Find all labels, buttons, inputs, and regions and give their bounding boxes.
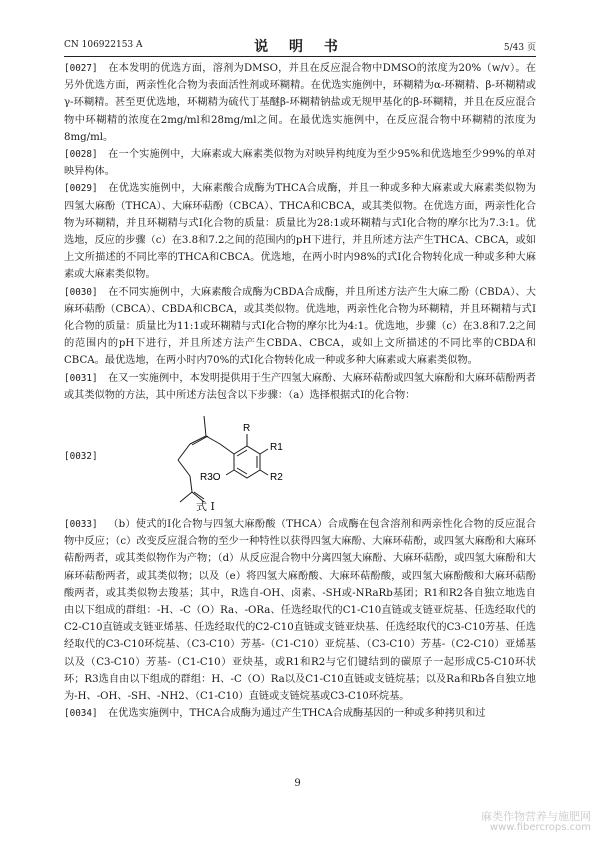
paragraph-number: [0028]	[64, 149, 98, 161]
formula-caption: 式 I	[196, 500, 215, 514]
paragraph-0028	[64, 146, 536, 180]
chemical-structure	[134, 404, 304, 512]
paragraph-text: 在一个实施例中，大麻素或大麻素类似物为对映异构纯度为至少95%和优选地至少99%的单对映异构体。	[64, 149, 536, 178]
watermark-site-name: 麻类作物营养与施肥网	[481, 810, 591, 823]
patent-number: CN 106922153 A	[64, 40, 143, 50]
watermark-url: www.fibercrops.com	[489, 822, 591, 833]
label-r: R	[243, 423, 251, 435]
paragraph-0034	[64, 705, 536, 722]
document-title: 说 明 书	[254, 39, 346, 55]
paragraph-0027	[64, 60, 536, 146]
label-r2: R2	[270, 472, 283, 484]
paragraph-0030	[64, 284, 536, 370]
paragraph-number: [0027]	[64, 63, 98, 74]
paragraph-text: 在优选实施例中，大麻素酸合成酶为THCA合成酶，并且一种或多种大麻素或大麻素类似物为四氢大麻酚（THCA）、大麻环萜酚（CBCA）、THCA和CBCA，或其类似物。在优选方面，两亲性化合物为环糊精，并且环糊精与式I化合物的质量：质量比为28:1或环糊精与式I化合物的摩尔比为7.3:1。优选地，反应的步骤（c）在3.8和7.2之间的范围内的pH下进行，并且所述方法产生THCA、CBCA，或如上文所描述的不同比率的THCA和CBCA。优选地，在两小时内98%的式I化合物转化成一种或多种大麻素或大麻素类似物。	[64, 183, 536, 281]
formula-block	[64, 404, 536, 516]
paragraph-0033	[64, 516, 536, 705]
paragraph-text: 在又一实施例中，本发明提供用于生产四氢大麻酚、大麻环萜酚或四氢大麻酚和大麻环萜酚两者或其类似物的方法，其中所述方法包含以下步骤：（a）选择根据式I的化合物：	[64, 372, 536, 401]
paragraph-number: [0033]	[64, 519, 98, 531]
label-r1: R1	[270, 442, 283, 454]
paragraph-0031	[64, 370, 536, 404]
document-body	[64, 60, 536, 723]
header-rule	[64, 56, 536, 57]
paragraph-number: [0030]	[64, 286, 98, 298]
paragraph-text: 在优选实施例中，THCA合成酶为通过产生THCA合成酶基因的一种或多种拷贝和过	[108, 708, 486, 720]
paragraph-text: （b）使式的I化合物与四氢大麻酚酸（THCA）合成酶在包含溶剂和两亲性化合物的反应混合物中反应；（c）改变反应混合物的至少一种特性以获得四氢大麻酚、大麻环萜酚，或四氢大麻酚和大麻环萜酚两者，或其类似物作为产物；（d）从反应混合物中分离四氢大麻酚、大麻环萜酚，或四氢大麻酚和大麻环萜酚两者，或其类似物；以及（e）将四氢大麻酚酸、大麻环萜酚酸，或四氢大麻酚酸和大麻环萜酚酸两者，或其类似物去羧基；其中，R选自-OH、卤素、-SH或-NRaRb基团；R1和R2各自独立地选自由以下组成的群组：-H、-C（O）Ra、-ORa、任选经取代的C1-C10直链或支链亚烷基、任选经取代的C2-C10直链或支链亚烯基、任选经取代的C2-C10直链或支链亚炔基、任选经取代的C3-C10芳基、任选经取代的C3-C10环烷基、（C3-C10）芳基-（C1-C10）亚烷基、（C3-C10）芳基-（C2-C10）亚烯基以及（C3-C10）芳基-（C1-C10）亚炔基，或R1和R2与它们键结到的碳原子一起形成C5-C10环状环；R3选自由以下组成的群组：H、-C（O）Ra以及C1-C10直链或支链烷基；以及Ra和Rb各自独立地为-H、-OH、-SH、-NH2、（C1-C10）直链或支链烷基或C3-C10环烷基。	[64, 519, 536, 703]
paragraph-number: [0031]	[64, 372, 98, 384]
page-header	[64, 36, 536, 56]
paragraph-text: 在本发明的优选方面，溶剂为DMSO，并且在反应混合物中DMSO的浓度为20%（w/v）。在另外优选方面，两亲性化合物为表面活性剂或环糊精。在优选实施例中，环糊精为α-环糊精、β-环糊精或γ-环糊精。甚至更优选地，环糊精为硫代丁基醚β-环糊精钠盐或无规甲基化的β-环糊精，并且在反应混合物中环糊精的浓度在2mg/ml和28mg/ml之间。在最优选实施例中，在反应混合物中环糊精的浓度为8mg/ml。	[64, 63, 536, 143]
page-number: 9	[294, 778, 301, 789]
paragraph-0029	[64, 180, 536, 283]
paragraph-text: 在不同实施例中，大麻素酸合成酶为CBDA合成酶，并且所述方法产生大麻二酚（CBDA）、大麻环萜酚（CBCA）、CBDA和CBCA，或其类似物。优选地，两亲性化合物为环糊精，并且环糊精与式I化合物的质量：质量比为11:1或环糊精与式I化合物的摩尔比为4:1。优选地，步骤（c）在3.8和7.2之间的范围内的pH下进行，并且所述方法产生CBDA、CBCA，或如上文所描述的不同比率的CBDA和CBCA。最优选地，在两小时内70%的式I化合物转化成一种或多种大麻素或大麻素类似物。	[64, 286, 536, 367]
paragraph-number: [0034]	[64, 708, 98, 720]
label-r3o: R3O	[200, 472, 221, 484]
paragraph-number: [0029]	[64, 183, 98, 195]
page-reference: 5/43 页	[503, 43, 536, 53]
paragraph-number: [0032]	[64, 451, 98, 463]
